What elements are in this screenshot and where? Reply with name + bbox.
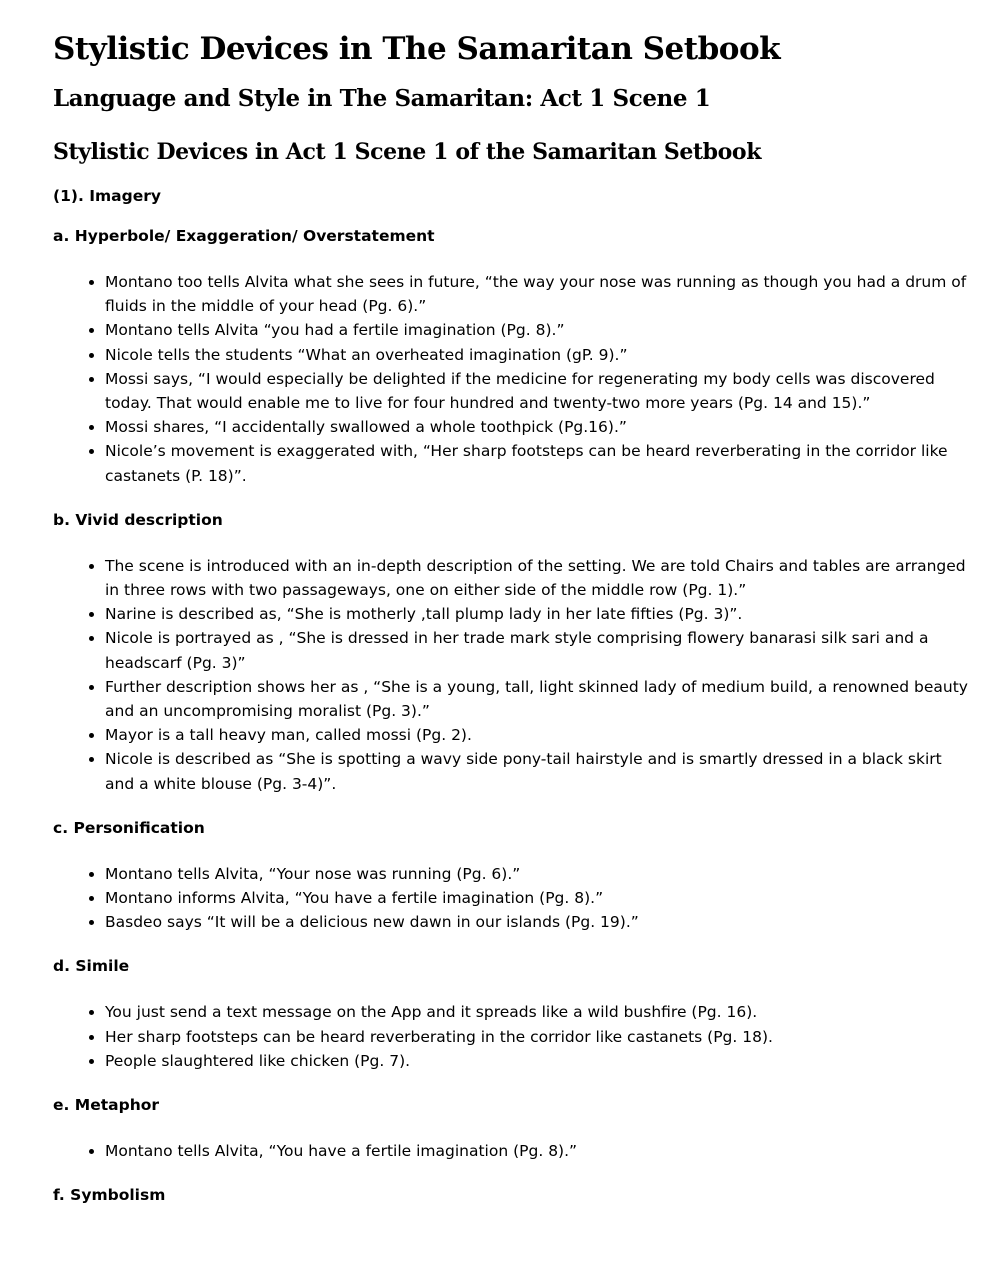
personification-list (53, 862, 973, 935)
list-item: • Further description shows her as , “She is a young, tall, light skinned lady of medium build, a renowned beauty and an uncompromising moralist (Pg. 3).” (105, 675, 973, 723)
page-subtitle: Language and Style in The Samaritan: Act 1 Scene 1 (53, 85, 711, 112)
list-item: • You just send a text message on the App and it spreads like a wild bushfire (Pg. 16). (105, 1000, 973, 1024)
list-item: • Montano tells Alvita, “You have a fertile imagination (Pg. 8).” (105, 1139, 973, 1163)
list-item: • Nicole’s movement is exaggerated with, “Her sharp footsteps can be heard reverberating in the corridor like castanets (P. 18)”. (105, 439, 973, 487)
hyperbole-list (53, 270, 973, 488)
list-item: • Her sharp footsteps can be heard reverberating in the corridor like castanets (Pg. 18). (105, 1025, 973, 1049)
metaphor-list (53, 1139, 973, 1163)
section-heading: Stylistic Devices in Act 1 Scene 1 of the Samaritan Setbook (53, 139, 762, 165)
list-item: • Montano tells Alvita “you had a fertile imagination (Pg. 8).” (105, 318, 973, 342)
list-item: • Nicole is portrayed as , “She is dressed in her trade mark style comprising flowery banarasi silk sari and a headscarf (Pg. 3)” (105, 626, 973, 674)
list-item: • Mayor is a tall heavy man, called mossi (Pg. 2). (105, 723, 973, 747)
subsection-heading-symbolism: f. Symbolism (53, 1186, 166, 1205)
list-item: • People slaughtered like chicken (Pg. 7). (105, 1049, 973, 1073)
simile-list (53, 1000, 973, 1073)
subsection-heading-hyperbole: a. Hyperbole/ Exaggeration/ Overstatement (53, 227, 435, 245)
subsection-heading-personification: c. Personification (53, 818, 205, 837)
subsection-heading-simile: d. Simile (53, 957, 130, 976)
list-item: • Mossi shares, “I accidentally swallowed a whole toothpick (Pg.16).” (105, 415, 973, 439)
subsection-heading-metaphor: e. Metaphor (53, 1096, 160, 1115)
document-page (53, 0, 973, 1205)
list-item: • Mossi says, “I would especially be delighted if the medicine for regenerating my body cells was discovered today. That would enable me to live for four hundred and twenty-two more years (Pg. 14 and 15).” (105, 367, 973, 415)
list-item: • Nicole is described as “She is spotting a wavy side pony-tail hairstyle and is smartly dressed in a black skirt and a white blouse (Pg. 3-4)”. (105, 747, 973, 795)
subsection-heading-vivid-description: b. Vivid description (53, 510, 223, 529)
page-title: Stylistic Devices in The Samaritan Setbook (53, 31, 781, 67)
list-item: • Montano informs Alvita, “You have a fertile imagination (Pg. 8).” (105, 886, 973, 910)
list-item: • Basdeo says “It will be a delicious new dawn in our islands (Pg. 19).” (105, 910, 973, 934)
imagery-heading: (1). Imagery (53, 187, 161, 205)
list-item: • Nicole tells the students “What an overheated imagination (gP. 9).” (105, 343, 973, 367)
list-item: • Narine is described as, “She is motherly ,tall plump lady in her late fifties (Pg. 3)”. (105, 602, 973, 626)
list-item: • Montano too tells Alvita what she sees in future, “the way your nose was running as though you had a drum of fluids in the middle of your head (Pg. 6).” (105, 270, 973, 318)
vivid-description-list (53, 554, 973, 796)
list-item: • The scene is introduced with an in-depth description of the setting. We are told Chairs and tables are arranged in three rows with two passageways, one on either side of the middle row (Pg. 1).” (105, 554, 973, 602)
list-item: • Montano tells Alvita, “Your nose was running (Pg. 6).” (105, 862, 973, 886)
